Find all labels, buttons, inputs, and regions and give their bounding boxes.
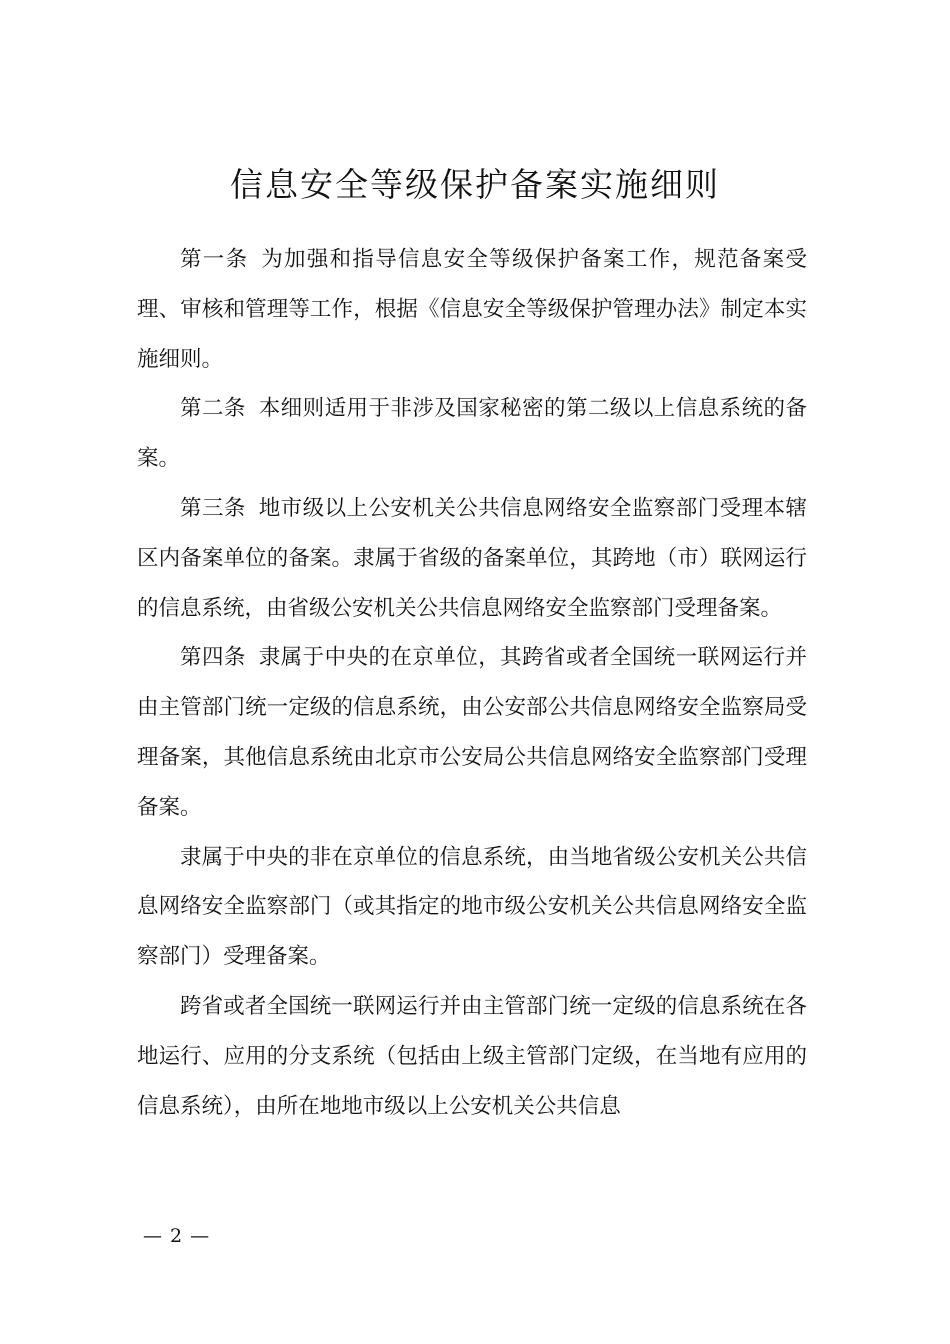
paragraph-text: 隶属于中央的在京单位，其跨省或者全国统一联网运行并由主管部门统一定级的信息系统，由公安部公共信息网络安全监察局受理备案，其他信息系统由北京市公安局公共信息网络安全监察部门受理备案。 <box>137 645 807 820</box>
paragraph-article-4-part-2 <box>137 833 807 982</box>
article-number: 第三条 <box>180 495 246 521</box>
paragraph-text: 本细则适用于非涉及国家秘密的第二级以上信息系统的备案。 <box>137 396 807 472</box>
paragraph-text: 地市级以上公安机关公共信息网络安全监察部门受理本辖区内备案单位的备案。隶属于省级的备案单位，其跨地（市）联网运行的信息系统，由省级公安机关公共信息网络安全监察部门受理备案。 <box>137 495 807 621</box>
document-body <box>137 235 807 1131</box>
paragraph-article-2 <box>137 384 807 484</box>
document-title: 信息安全等级保护备案实施细则 <box>230 165 720 204</box>
article-number: 第一条 <box>180 247 249 272</box>
paragraph-article-4-part-3 <box>137 982 807 1131</box>
paragraph-article-3 <box>137 484 807 633</box>
article-number: 第四条 <box>180 645 246 671</box>
paragraph-text: 跨省或者全国统一联网运行并由主管部门统一定级的信息系统在各地运行、应用的分支系统（包括由上级主管部门定级，在当地有应用的信息系统），由所在地地市级以上公安机关公共信息 <box>137 993 807 1119</box>
page-number: — 2 — <box>143 1225 211 1247</box>
paragraph-article-4 <box>137 633 807 832</box>
paragraph-text: 为加强和指导信息安全等级保护备案工作，规范备案受理、审核和管理等工作，根据《信息安全等级保护管理办法》制定本实施细则。 <box>137 247 807 372</box>
article-number: 第二条 <box>180 396 246 422</box>
paragraph-text: 隶属于中央的非在京单位的信息系统，由当地省级公安机关公共信息网络安全监察部门（或其指定的地市级公安机关公共信息网络安全监察部门）受理备案。 <box>137 844 807 970</box>
paragraph-article-1 <box>137 235 807 384</box>
